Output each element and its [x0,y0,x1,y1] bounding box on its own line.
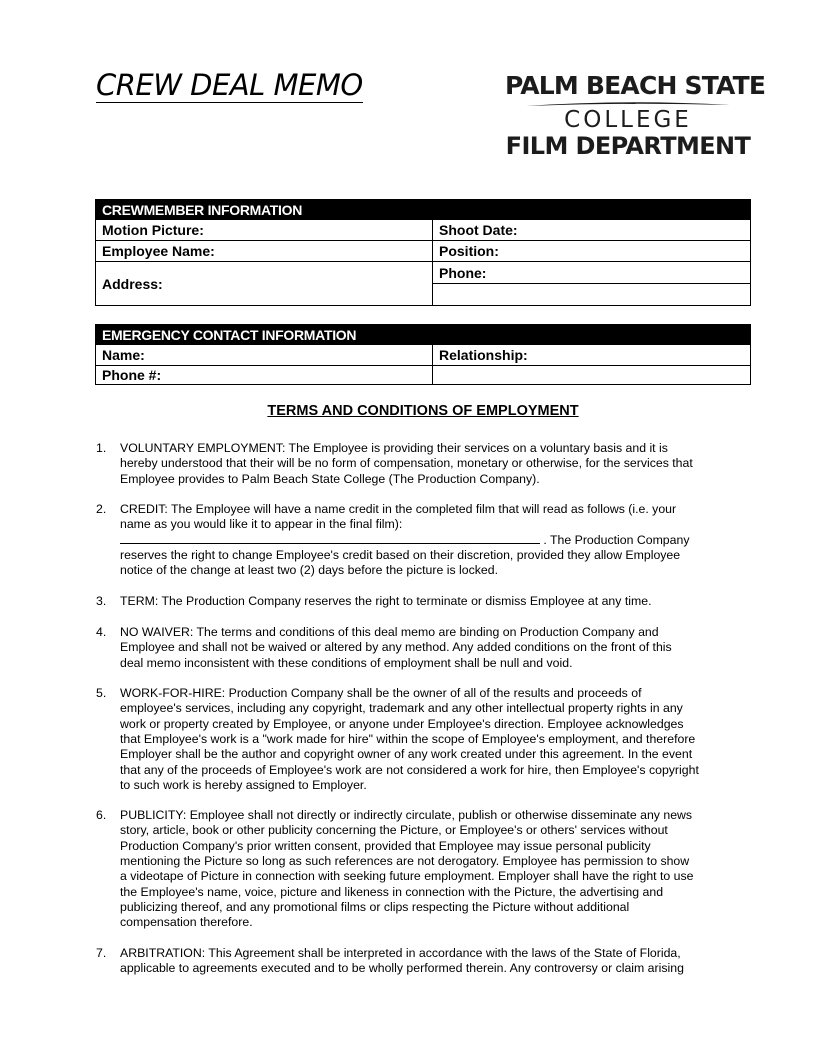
phone-field[interactable]: Phone: [433,262,751,284]
emergency-phone-field[interactable]: Phone #: [96,366,433,385]
motion-picture-field[interactable]: Motion Picture: [96,220,433,241]
term-number: 3. [96,594,107,608]
term-number: 2. [96,502,107,516]
term-item-4 [96,625,736,671]
college-logo [505,71,766,164]
term-number: 1. [96,441,107,455]
term-item-7 [96,946,736,977]
term-item-3 [96,594,736,609]
emergency-contact-table [95,324,751,385]
employee-name-field[interactable]: Employee Name: [96,241,433,262]
term-text: VOLUNTARY EMPLOYMENT: The Employee is providing their services on a voluntary basis and it is hereby understood that their will be no form of compensation, monetary or otherwise, for the services that Employee provides to Palm Beach State College (The Production Company). [120,441,693,486]
crewmember-header: CREWMEMBER INFORMATION [96,200,751,220]
shoot-date-field[interactable]: Shoot Date: [433,220,751,241]
relationship-field[interactable]: Relationship: [433,345,751,366]
term-item-2 [96,502,736,579]
document-title: CREW DEAL MEMO [96,68,363,102]
emergency-name-field[interactable]: Name: [96,345,433,366]
term-item-1 [96,441,736,487]
term-text: ARBITRATION: This Agreement shall be interpreted in accordance with the laws of the State of Florida, applicable to agreements executed and to be wholly performed therein. Any controversy or claim arising [120,946,684,976]
logo-line-2: COLLEGE [564,107,692,133]
term-text: TERM: The Production Company reserves the right to terminate or dismiss Employee at any time. [120,594,652,608]
term-text-part-b: . The Production Company reserves the right to change Employee's credit based on their discretion, provided they allow Employee notice of the change at least two (2) days before the picture is locked. [120,532,690,578]
term-number: 4. [96,625,107,639]
crewmember-info-table [95,199,751,306]
terms-heading: TERMS AND CONDITIONS OF EMPLOYMENT [267,403,579,419]
phone-field-extra[interactable] [433,284,751,306]
term-number: 5. [96,686,107,700]
term-text: WORK-FOR-HIRE: Production Company shall be the owner of all of the results and proceeds of employee's services, including any copyright, trademark and any other intellectual property rights in any work or property created by Employee, or anyone under Employee's direction. Employee acknowledges that Employee's work is a "work made for hire" within the scope of Employee's employment, and therefore Employer shall be the author and copyright owner of any work created under this agreement. In the event that any of the proceeds of Employee's work are not considered a work for hire, then Employee's copyright to such work is hereby assigned to Employer. [120,686,699,793]
term-text: PUBLICITY: Employee shall not directly or indirectly circulate, publish or otherwise disseminate any news story, article, book or other publicity concerning the Picture, or Employee's or others' services without Production Company's prior written consent, provided that Employee may issue personal publicity mentioning the Picture so long as such references are not derogatory. Employee has permission to show a videotape of Picture in connection with seeking future employment. Employer shall have the right to use the Employee's name, voice, picture and likeness in connection with the Picture, the advertising and publicizing thereof, and any promotional films or clips respecting the Picture without additional compensation therefore. [120,808,694,930]
term-item-6 [96,808,736,931]
term-number: 6. [96,808,107,822]
term-item-5 [96,686,736,793]
emergency-header: EMERGENCY CONTACT INFORMATION [96,325,751,345]
credit-name-blank[interactable] [120,534,540,544]
logo-line-3: FILM DEPARTMENT [505,132,751,160]
term-text-part-a: CREDIT: The Employee will have a name credit in the completed film that will read as follows (i.e. your name as you would like it to appear in the final film): [120,502,677,532]
position-field[interactable]: Position: [433,241,751,262]
address-field[interactable]: Address: [96,262,433,306]
logo-line-1: PALM BEACH STATE [505,71,766,100]
term-text: NO WAIVER: The terms and conditions of this deal memo are binding on Production Company and Employee and shall not be waived or altered by any method. Any added conditions on the front of this deal memo inconsistent with these conditions of employment shall be null and void. [120,625,672,670]
emergency-phone-extra[interactable] [433,366,751,385]
term-number: 7. [96,946,107,960]
